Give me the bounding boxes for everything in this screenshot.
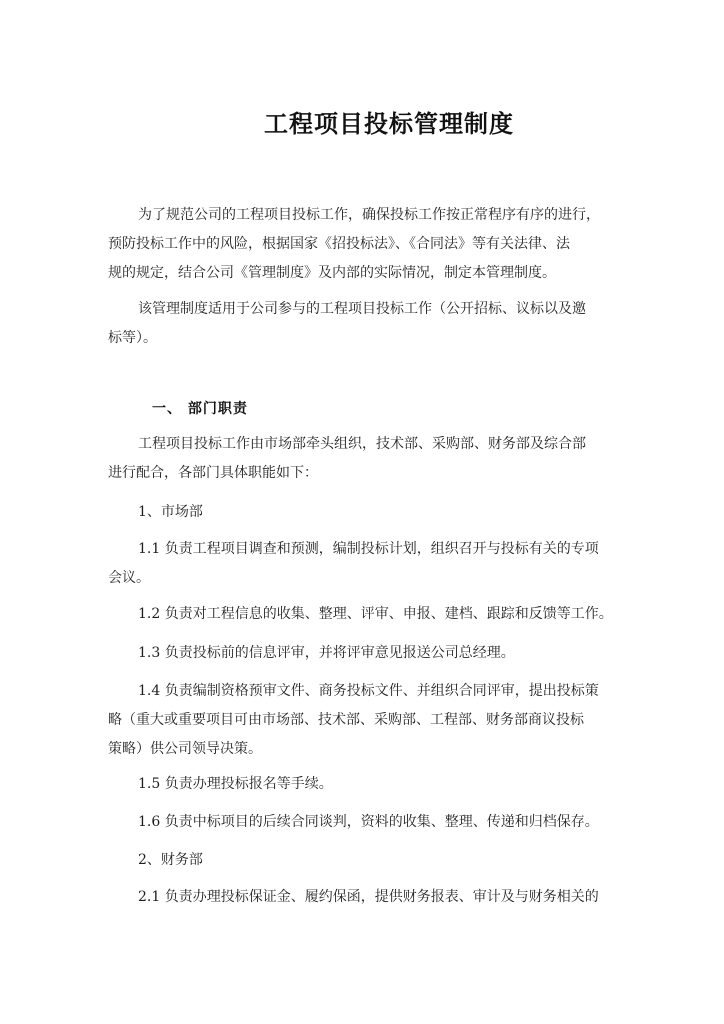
intro-paragraph-2	[108, 295, 620, 353]
paragraph-line: 1.2 负责对工程信息的收集、整理、评审、申报、建档、跟踪和反馈等工作。	[138, 606, 613, 622]
paragraph-line: 1.6 负责中标项目的后续合同谈判，资料的收集、整理、传递和归档保存。	[138, 814, 599, 830]
item-1-4	[108, 677, 620, 764]
item-1-6	[108, 808, 628, 837]
paragraph-line: 2.1 负责办理投标保证金、履约保函，提供财务报表、审计及与财务相关的	[138, 889, 599, 905]
paragraph-line: 略（重大或重要项目可由市场部、技术部、采购部、工程部、财务部商议投标	[108, 712, 584, 728]
section1-paragraph	[108, 430, 620, 488]
paragraph-line: 1.5 负责办理投标报名等手续。	[138, 776, 333, 792]
subheading-line: 1、市场部	[138, 504, 203, 520]
paragraph-line: 1.4 负责编制资格预审文件、商务投标文件、并组织合同评审，提出投标策	[138, 683, 599, 699]
paragraph-line: 为了规范公司的工程项目投标工作，确保投标工作按正常程序有序的进行，	[138, 207, 600, 223]
paragraph-line: 工程项目投标工作由市场部牵头组织，技术部、采购部、财务部及综合部	[138, 436, 586, 452]
paragraph-line: 该管理制度适用于公司参与的工程项目投标工作（公开招标、议标以及邀	[138, 301, 586, 317]
paragraph-line: 标等）。	[108, 330, 157, 346]
item-2-1	[108, 883, 620, 912]
paragraph-line: 策略）供公司领导决策。	[108, 741, 262, 757]
finance-department-heading	[108, 846, 620, 875]
paragraph-line: 预防投标工作中的风险，根据国家《招投标法》、《合同法》等有关法律、法	[108, 236, 570, 252]
section-heading-department-duties: 一、 部门职责	[152, 401, 248, 417]
intro-paragraph-1	[108, 201, 620, 288]
subheading-line: 2、财务部	[138, 852, 203, 868]
item-1-5	[108, 770, 620, 799]
paragraph-line: 1.3 负责投标前的信息评审，并将评审意见报送公司总经理。	[138, 645, 515, 661]
paragraph-line: 1.1 负责工程项目调查和预测，编制投标计划，组织召开与投标有关的专项	[138, 541, 599, 557]
paragraph-line: 进行配合，各部门具体职能如下：	[108, 465, 318, 481]
paragraph-line: 规的规定，结合公司《管理制度》及内部的实际情况，制定本管理制度。	[108, 265, 556, 281]
paragraph-line: 会议。	[108, 570, 150, 586]
market-department-heading	[108, 498, 620, 527]
item-1-3	[108, 639, 620, 668]
page-title: 工程项目投标管理制度	[264, 110, 514, 138]
item-1-2	[108, 600, 628, 629]
item-1-1	[108, 535, 620, 593]
